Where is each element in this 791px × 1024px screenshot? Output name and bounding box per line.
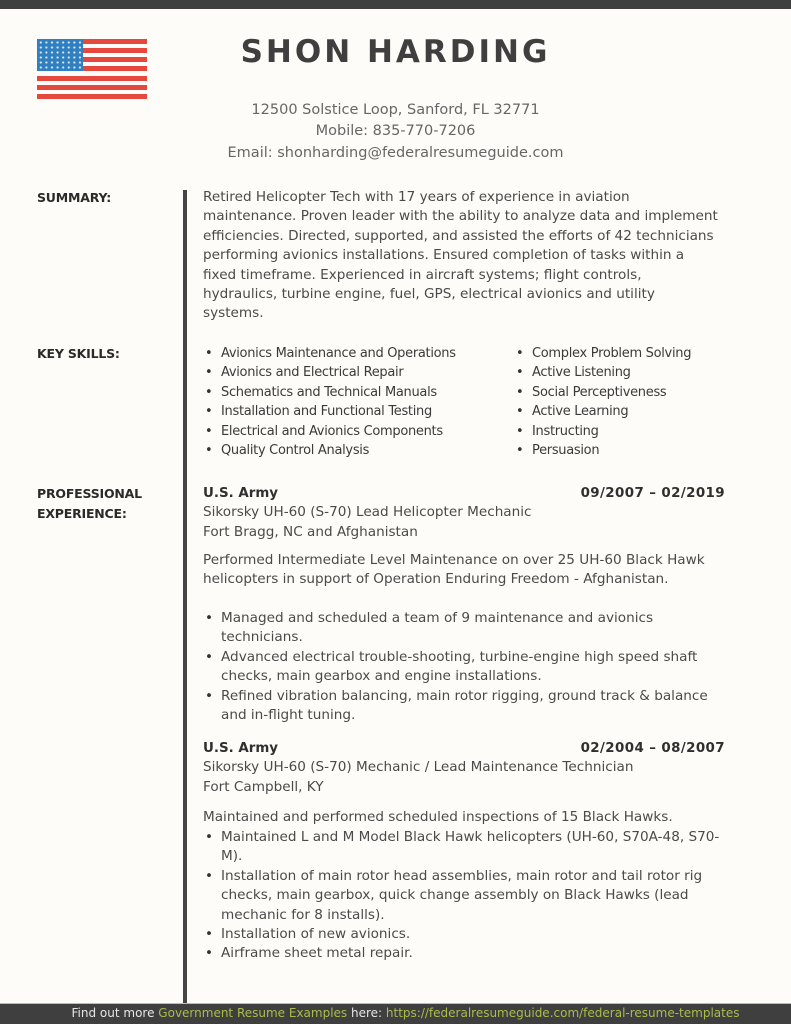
skill-item: • Avionics Maintenance and Operations	[203, 344, 456, 363]
skill-item: • Complex Problem Solving	[514, 344, 691, 363]
job-organization: U.S. Army	[203, 486, 279, 501]
job-summary: Performed Intermediate Level Maintenance on over 25 UH-60 Black Hawk helicopters in support of Operation Enduring Freedom - Afghanistan.	[203, 552, 705, 588]
duty-item: • Maintained L and M Model Black Hawk helicopters (UH-60, S70A-48, S70-M).	[203, 828, 728, 867]
skill-item: • Active Learning	[514, 402, 691, 421]
contact-mobile: Mobile: 835-770-7206	[315, 123, 476, 139]
job-title: Sikorsky UH-60 (S-70) Mechanic / Lead Maintenance Technician	[203, 759, 634, 776]
vertical-divider	[183, 190, 187, 1005]
duty-item: • Airframe sheet metal repair.	[203, 944, 728, 963]
job-location: Fort Campbell, KY	[203, 778, 324, 795]
job-entry-1-header	[203, 484, 725, 542]
duty-item: • Installation of main rotor head assemblies, main rotor and tail rotor rig checks, main gearbox, quick change assembly on Black Hawks (lead mechanic for 8 installs).	[203, 867, 728, 925]
skill-item: • Instructing	[514, 422, 691, 441]
experience-label-line2: EXPERIENCE:	[37, 506, 127, 521]
duty-item: • Refined vibration balancing, main rotor rigging, ground track & balance and in-flight tuning.	[203, 687, 713, 726]
skill-item: • Persuasion	[514, 441, 691, 460]
job-title: Sikorsky UH-60 (S-70) Lead Helicopter Mechanic	[203, 504, 532, 521]
job-2-duties	[203, 828, 728, 964]
duty-item: • Managed and scheduled a team of 9 maintenance and avionics technicians.	[203, 609, 713, 648]
job-organization: U.S. Army	[203, 741, 279, 756]
footer-middle: here:	[347, 1006, 386, 1020]
footer-examples-link[interactable]: Government Resume Examples	[158, 1006, 348, 1020]
experience-label-line1: PROFESSIONAL	[37, 486, 142, 501]
contact-email: Email: shonharding@federalresumeguide.com	[227, 145, 564, 161]
top-bar	[0, 0, 791, 9]
skill-item: • Schematics and Technical Manuals	[203, 383, 456, 402]
applicant-name: SHON HARDING	[240, 34, 551, 70]
skill-item: • Avionics and Electrical Repair	[203, 363, 456, 382]
job-dates: 09/2007 – 02/2019	[580, 486, 725, 501]
footer-url-link[interactable]: https://federalresumeguide.com/federal-resume-templates	[385, 1006, 740, 1020]
footer-prefix: Find out more	[71, 1006, 159, 1020]
skills-list-right	[514, 344, 691, 460]
summary-label: SUMMARY:	[37, 190, 112, 205]
skill-item: • Quality Control Analysis	[203, 441, 456, 460]
contact-address: 12500 Solstice Loop, Sanford, FL 32771	[251, 102, 540, 118]
job-summary: Maintained and performed scheduled inspections of 15 Black Hawks.	[203, 809, 673, 825]
skill-item: • Electrical and Avionics Components	[203, 422, 456, 441]
job-1-duties	[203, 609, 713, 725]
skills-list-left	[203, 344, 456, 460]
skill-item: • Social Perceptiveness	[514, 383, 691, 402]
skill-item: • Active Listening	[514, 363, 691, 382]
skill-item: • Installation and Functional Testing	[203, 402, 456, 421]
experience-label	[37, 484, 177, 524]
skills-label: KEY SKILLS:	[37, 346, 120, 361]
job-entry-2-header	[203, 739, 725, 797]
duty-item: • Installation of new avionics.	[203, 925, 728, 944]
footer-bar	[0, 1004, 791, 1024]
job-dates: 02/2004 – 08/2007	[580, 741, 725, 756]
job-location: Fort Bragg, NC and Afghanistan	[203, 523, 418, 540]
duty-item: • Advanced electrical trouble-shooting, turbine-engine high speed shaft checks, main gearbox and engine installations.	[203, 648, 713, 687]
summary-text: Retired Helicopter Tech with 17 years of experience in aviation maintenance. Proven leader with the ability to analyze data and implement efficiencies. Directed, supported, and assisted the efforts of 42 technicians performing avionics installations. Ensured completion of tasks within a fixed timeframe. Experienced in aircraft systems; flight controls, hydraulics, turbine engine, fuel, GPS, electrical avionics and utility systems.	[203, 189, 718, 322]
